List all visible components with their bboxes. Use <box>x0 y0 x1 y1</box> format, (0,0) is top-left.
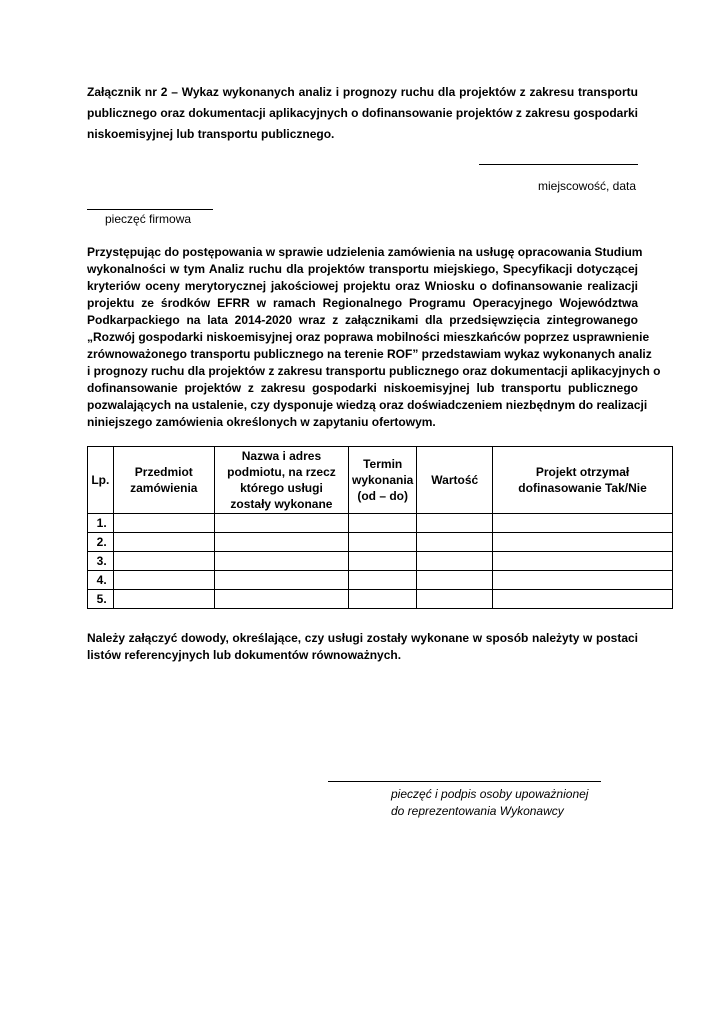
signature-caption-line2: do reprezentowania Wykonawcy <box>391 804 564 818</box>
table-cell <box>493 514 673 533</box>
intro-line: projektu ze środków EFRR w ramach Regionalnego Programu Operacyjnego Województwa <box>87 296 638 310</box>
title-line: Załącznik nr 2 – Wykaz wykonanych analiz i prognozy ruchu dla projektów z zakresu transportu <box>87 85 638 99</box>
table-cell <box>493 571 673 590</box>
table-cell <box>493 533 673 552</box>
table-row <box>88 514 673 533</box>
table-cell <box>214 552 348 571</box>
intro-line: „Rozwój gospodarki niskoemisyjnej oraz poprawa mobilności mieszkańców poprzez usprawnienie <box>87 330 650 344</box>
table-cell <box>113 552 214 571</box>
table-row <box>88 552 673 571</box>
document-title <box>87 82 638 145</box>
row-number: 4. <box>88 571 114 590</box>
company-stamp-line <box>87 209 213 210</box>
header-lp: Lp. <box>88 447 114 514</box>
signature-caption-line1: pieczęć i podpis osoby upoważnionej <box>391 787 589 801</box>
table-cell <box>349 571 417 590</box>
note-paragraph <box>87 630 638 664</box>
title-line: publicznego oraz dokumentacji aplikacyjnych o dofinansowanie projektów z zakresu gospodarki <box>87 106 638 120</box>
table-cell <box>214 514 348 533</box>
table-cell <box>214 590 348 609</box>
table-cell <box>417 533 493 552</box>
table-cell <box>349 552 417 571</box>
table-cell <box>493 590 673 609</box>
table-cell <box>349 514 417 533</box>
table-cell <box>214 571 348 590</box>
table-row <box>88 571 673 590</box>
place-date-label: miejscowość, data <box>538 179 637 193</box>
header-funding: Projekt otrzymał dofinasowanie Tak/Nie <box>493 447 673 514</box>
table-header-row <box>88 447 673 514</box>
row-number: 5. <box>88 590 114 609</box>
row-number: 1. <box>88 514 114 533</box>
header-term: Termin wykonania (od – do) <box>349 447 417 514</box>
place-date-line <box>479 164 638 165</box>
header-subject: Przedmiot zamówienia <box>113 447 214 514</box>
header-entity: Nazwa i adres podmiotu, na rzecz którego usługi zostały wykonane <box>214 447 348 514</box>
table-cell <box>113 590 214 609</box>
intro-paragraph <box>87 244 661 431</box>
signature-caption <box>391 786 588 820</box>
table-cell <box>214 533 348 552</box>
note-line: listów referencyjnych lub dokumentów równoważnych. <box>87 648 402 662</box>
table-cell <box>417 571 493 590</box>
intro-line: dofinansowanie projektów z zakresu gospodarki niskoemisyjnej lub transportu publicznego <box>87 381 638 395</box>
note-line: Należy załączyć dowody, określające, czy usługi zostały wykonane w sposób należyty w postaci <box>87 631 638 645</box>
title-line: niskoemisyjnej lub transportu publicznego. <box>87 127 335 141</box>
table-row <box>88 590 673 609</box>
intro-line: zrównoważonego transportu publicznego na terenie ROF” przedstawiam wykaz wykonanych analiz <box>87 347 652 361</box>
table-cell <box>417 590 493 609</box>
table-cell <box>113 571 214 590</box>
signature-line <box>328 781 601 782</box>
company-stamp-label: pieczęć firmowa <box>105 212 192 226</box>
intro-line: Przystępując do postępowania w sprawie udzielenia zamówienia na usługę opracowania Studium <box>87 245 643 259</box>
table-cell <box>113 533 214 552</box>
table-cell <box>417 552 493 571</box>
services-table <box>87 446 673 609</box>
table-cell <box>349 590 417 609</box>
table-row <box>88 533 673 552</box>
intro-line: wykonalności w tym Analiz ruchu dla projektów transportu miejskiego, Specyfikacji dotyczącej <box>87 262 638 276</box>
intro-line: Podkarpackiego na lata 2014-2020 wraz z załącznikami dla przedsięwzięcia zintegrowanego <box>87 313 638 327</box>
intro-line: kryteriów oceny merytorycznej jakościowej projektu oraz Wniosku o dofinansowanie realizacji <box>87 279 638 293</box>
header-value: Wartość <box>417 447 493 514</box>
table-cell <box>417 514 493 533</box>
intro-line: pozwalających na ustalenie, czy dysponuje wiedzą oraz doświadczeniem niezbędnym do realizacji <box>87 398 648 412</box>
intro-line: i prognozy ruchu dla projektów z zakresu transportu publicznego oraz dokumentacji aplikacyjnych o <box>87 364 661 378</box>
table-cell <box>113 514 214 533</box>
table-cell <box>493 552 673 571</box>
intro-line: niniejszego zamówienia określonych w zapytaniu ofertowym. <box>87 415 436 429</box>
table-cell <box>349 533 417 552</box>
row-number: 2. <box>88 533 114 552</box>
row-number: 3. <box>88 552 114 571</box>
